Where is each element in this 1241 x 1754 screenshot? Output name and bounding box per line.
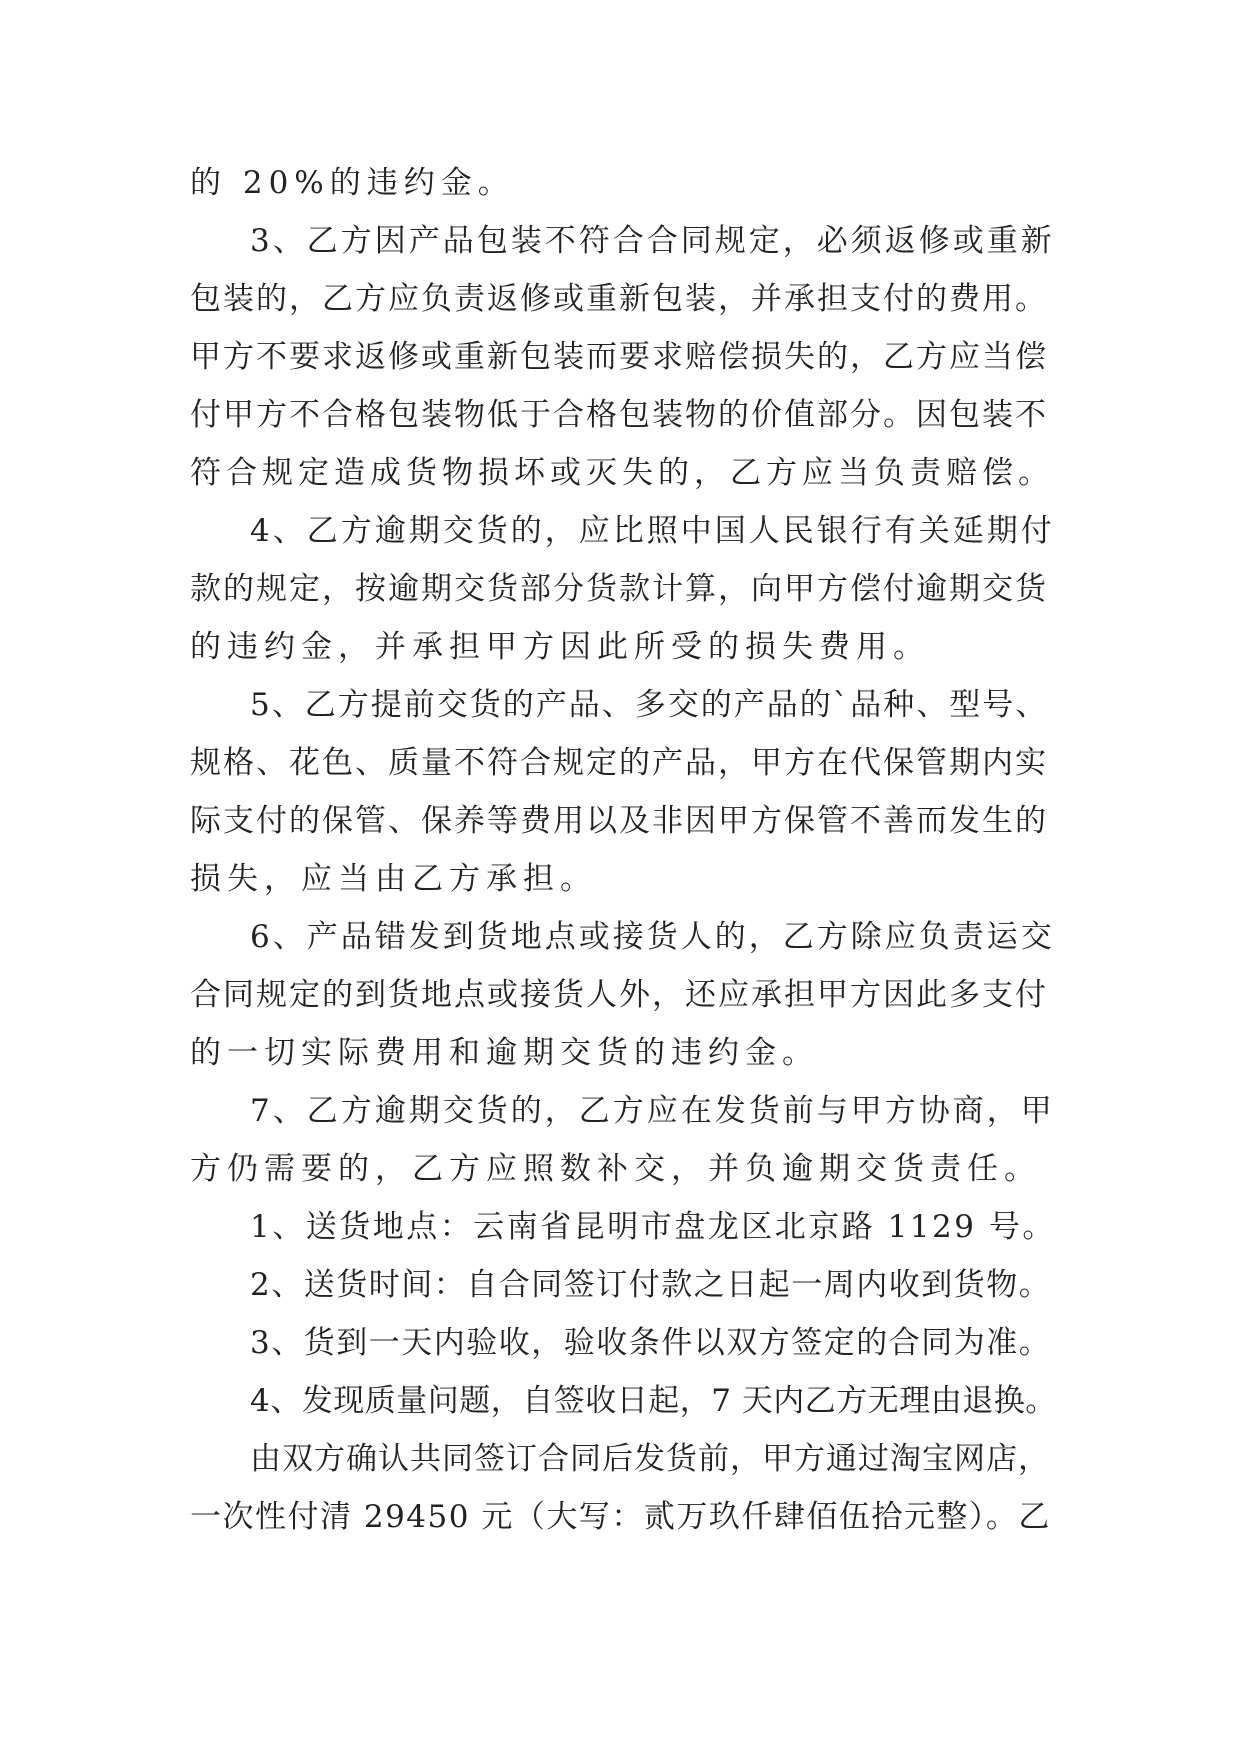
text-line: 包装的，乙方应负责返修或重新包装，并承担支付的费用。 [190, 281, 1048, 317]
text-line: 1、送货地点：云南省昆明市盘龙区北京路 1129 号。 [250, 1209, 1056, 1245]
text-line: 际支付的保管、保养等费用以及非因甲方保管不善而发生的 [190, 803, 1048, 839]
text-line: 6、产品错发到货地点或接货人的，乙方除应负责运交 [250, 919, 1055, 955]
text-line: 符合规定造成货物损坏或灭失的，乙方应当负责赔偿。 [190, 455, 1054, 491]
text-line: 7、乙方逾期交货的，乙方应在发货前与甲方协商，甲 [250, 1093, 1055, 1129]
text-line: 5、乙方提前交货的产品、多交的产品的`品种、型号、 [250, 687, 1049, 723]
text-line: 3、乙方因产品包装不符合合同规定，必须返修或重新 [250, 223, 1055, 259]
text-line: 4、发现质量问题，自签收日起，7 天内乙方无理由退换。 [250, 1383, 1057, 1419]
text-line: 由双方确认共同签订合同后发货前，甲方通过淘宝网店， [250, 1441, 1050, 1477]
text-line: 的违约金，并承担甲方因此所受的损失费用。 [190, 629, 930, 665]
text-line: 付甲方不合格包装物低于合格包装物的价值部分。因包装不 [190, 397, 1048, 433]
text-line: 3、货到一天内验收，验收条件以双方签定的合同为准。 [250, 1325, 1052, 1361]
text-line: 一次性付清 29450 元（大写：贰万玖仟肆佰伍拾元整）。乙 [190, 1499, 1051, 1535]
text-line: 方仍需要的，乙方应照数补交，并负逾期交货责任。 [190, 1151, 1041, 1187]
text-line: 规格、花色、质量不符合规定的产品，甲方在代保管期内实 [190, 745, 1048, 781]
text-line: 合同规定的到货地点或接货人外，还应承担甲方因此多支付 [190, 977, 1048, 1013]
text-line: 甲方不要求返修或重新包装而要求赔偿损失的，乙方应当偿 [190, 339, 1048, 375]
text-line: 损失，应当由乙方承担。 [190, 861, 597, 897]
text-line: 4、乙方逾期交货的，应比照中国人民银行有关延期付 [250, 513, 1055, 549]
text-line: 2、送货时间：自合同签订付款之日起一周内收到货物。 [250, 1267, 1052, 1303]
document-body [190, 154, 1060, 1546]
text-line: 的 20%的违约金。 [190, 165, 515, 201]
text-line: 款的规定，按逾期交货部分货款计算，向甲方偿付逾期交货 [190, 571, 1048, 607]
text-line: 的一切实际费用和逾期交货的违约金。 [190, 1035, 819, 1071]
